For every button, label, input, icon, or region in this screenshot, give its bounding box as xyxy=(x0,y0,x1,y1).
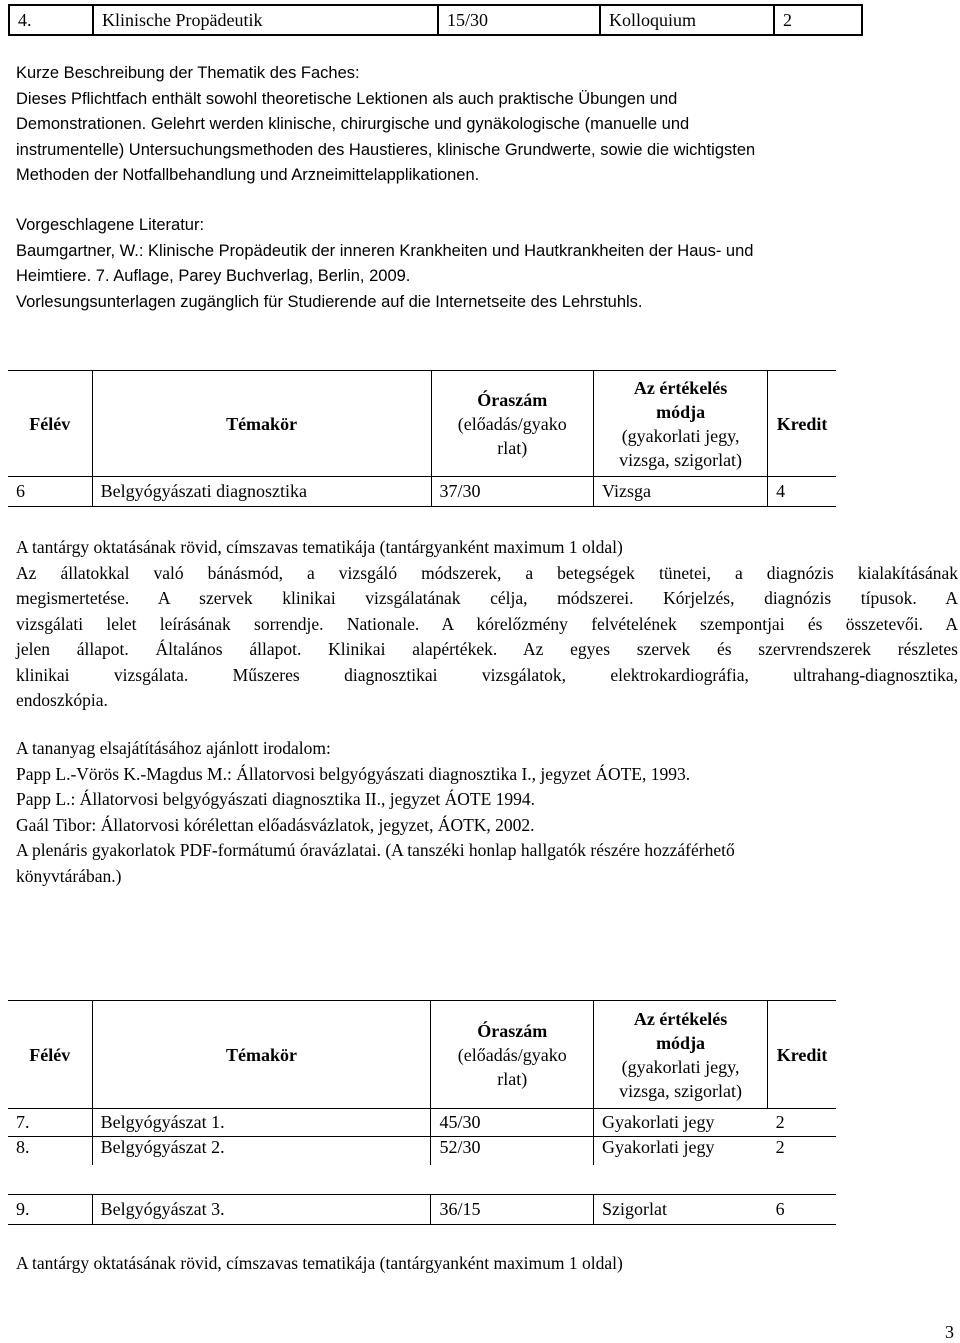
header-hours xyxy=(431,1001,594,1109)
row-topic: Belgyógyászat 2. xyxy=(92,1137,431,1165)
header-hours-line: (előadás/gyako xyxy=(457,1044,567,1065)
description-section xyxy=(16,61,960,189)
footer-section xyxy=(16,1251,960,1277)
hu-thematic-line: jelen állapot. Általános állapot. Klinikai alapértékek. Az egyes szervek és szervrendszerek részletes xyxy=(16,639,958,659)
row-topic: Belgyógyászati diagnosztika xyxy=(92,477,431,507)
row-hours: 36/15 xyxy=(431,1195,594,1225)
table-spacer xyxy=(8,1165,836,1195)
row-eval: Gyakorlati jegy xyxy=(593,1137,767,1165)
course-number: 4. xyxy=(10,6,94,34)
header-eval xyxy=(594,371,768,477)
header-eval-line: módja xyxy=(656,401,706,422)
hu-literature-line: Papp L.: Állatorvosi belgyógyászati diagnosztika II., jegyzet ÁOTE 1994. xyxy=(16,789,536,809)
row-topic: Belgyógyászat 1. xyxy=(92,1109,431,1137)
description-line: Demonstrationen. Gelehrt werden klinische, chirurgische und gynäkologische (manuelle und xyxy=(16,115,690,133)
header-eval xyxy=(593,1001,767,1109)
header-eval-line: (gyakorlati jegy, xyxy=(621,425,740,446)
header-hours-line: Óraszám xyxy=(477,389,548,410)
hu-literature-section xyxy=(16,736,960,889)
hu-thematic-line: vizsgálati lelet leírásának sorrendje. Nationale. A kórelőzmény felvételének szempontjai és összetevői. A xyxy=(16,613,958,634)
course-exam: Kolloquium xyxy=(601,6,775,34)
hu-literature-line: könyvtárában.) xyxy=(16,865,122,886)
row-semester: 7. xyxy=(8,1109,92,1137)
header-eval-line: (gyakorlati jegy, xyxy=(621,1056,740,1077)
header-credit: Kredit xyxy=(768,371,836,477)
header-semester: Félév xyxy=(8,371,92,477)
description-heading: Kurze Beschreibung der Thematik des Faches: xyxy=(16,64,360,82)
footer-heading: A tantárgy oktatásának rövid, címszavas tematikája (tantárgyanként maximum 1 oldal) xyxy=(16,1253,623,1273)
header-eval-line: vizsga, szigorlat) xyxy=(619,449,743,470)
semester-table-2 xyxy=(8,1000,836,1225)
header-eval-line: Az értékelés xyxy=(633,377,728,398)
course-title: Klinische Propädeutik xyxy=(94,6,439,34)
hu-thematic-line: endoszkópia. xyxy=(16,690,108,710)
hu-thematic-section xyxy=(16,535,958,714)
table-row xyxy=(8,1109,836,1137)
table-row xyxy=(8,1137,836,1165)
table-row xyxy=(8,477,836,507)
header-hours-line: Óraszám xyxy=(477,1020,548,1041)
header-hours xyxy=(431,371,594,477)
description-line: Dieses Pflichtfach enthält sowohl theoretische Lektionen als auch praktische Übungen und xyxy=(16,89,678,108)
header-semester: Félév xyxy=(8,1001,92,1109)
literature-line: Heimtiere. 7. Auflage, Parey Buchverlag, Berlin, 2009. xyxy=(16,267,411,285)
row-hours: 37/30 xyxy=(431,477,594,507)
header-eval-line: módja xyxy=(656,1032,706,1053)
literature-line: Baumgartner, W.: Klinische Propädeutik der inneren Krankheiten und Hautkrankheiten der Haus- und xyxy=(16,241,754,260)
header-eval-line: Az értékelés xyxy=(633,1008,728,1029)
hu-literature-line: A plenáris gyakorlatok PDF-formátumú óravázlatai. (A tanszéki honlap hallgatók részére hozzáférhető xyxy=(16,840,735,860)
hu-literature-heading: A tananyag elsajátításához ajánlott irodalom: xyxy=(16,738,331,758)
literature-section xyxy=(16,213,960,315)
hu-thematic-line: klinikai vizsgálata. Műszeres diagnosztikai vizsgálatok, elektrokardiográfia, ultrahang-diagnosztika, xyxy=(16,664,958,685)
hu-thematic-line: megismertetése. A szervek klinikai vizsgálatának célja, módszerei. Kórjelzés, diagnózis típusok. A xyxy=(16,588,958,608)
semester-table-1 xyxy=(8,370,836,507)
header-topic: Témakör xyxy=(92,1001,431,1109)
row-credit: 2 xyxy=(768,1109,836,1137)
row-hours: 45/30 xyxy=(431,1109,594,1137)
header-hours-line: (előadás/gyako xyxy=(457,413,567,434)
header-topic: Témakör xyxy=(92,371,431,477)
row-semester: 9. xyxy=(8,1195,92,1225)
row-topic: Belgyógyászat 3. xyxy=(92,1195,431,1225)
header-credit: Kredit xyxy=(768,1001,836,1109)
row-semester: 6 xyxy=(8,477,92,507)
row-eval: Szigorlat xyxy=(593,1195,767,1225)
header-hours-line: rlat) xyxy=(497,1068,528,1089)
hu-literature-line: Gaál Tibor: Állatorvosi kórélettan előadásvázlatok, jegyzet, ÁOTK, 2002. xyxy=(16,814,535,835)
header-eval-line: vizsga, szigorlat) xyxy=(619,1080,743,1101)
description-line: Methoden der Notfallbehandlung und Arzneimittelapplikationen. xyxy=(16,166,480,184)
row-hours: 52/30 xyxy=(431,1137,594,1165)
hu-thematic-line: Az állatokkal való bánásmód, a vizsgáló módszerek, a betegségek tünetei, a diagnózis kialakításának xyxy=(16,562,958,583)
row-credit: 4 xyxy=(768,477,836,507)
page-number: 3 xyxy=(945,1322,954,1342)
header-hours-line: rlat) xyxy=(497,437,528,458)
row-credit: 2 xyxy=(768,1137,836,1165)
row-credit: 6 xyxy=(768,1195,836,1225)
table-row xyxy=(8,1195,836,1225)
row-eval: Gyakorlati jegy xyxy=(593,1109,767,1137)
hu-literature-line: Papp L.-Vörös K.-Magdus M.: Állatorvosi belgyógyászati diagnosztika I., jegyzet ÁOTE, 1993. xyxy=(16,763,691,784)
course-credit: 2 xyxy=(783,9,792,30)
row-semester: 8. xyxy=(8,1137,92,1165)
course-row-table xyxy=(8,4,863,36)
description-line: instrumentelle) Untersuchungsmethoden des Haustieres, klinische Grundwerte, sowie die wichtigsten xyxy=(16,140,756,159)
literature-heading: Vorgeschlagene Literatur: xyxy=(16,216,205,234)
literature-line: Vorlesungsunterlagen zugänglich für Studierende auf die Internetseite des Lehrstuhls. xyxy=(16,292,643,311)
row-eval: Vizsga xyxy=(594,477,768,507)
hu-thematic-heading: A tantárgy oktatásának rövid, címszavas tematikája (tantárgyanként maximum 1 oldal) xyxy=(16,537,623,557)
course-hours: 15/30 xyxy=(439,6,601,34)
